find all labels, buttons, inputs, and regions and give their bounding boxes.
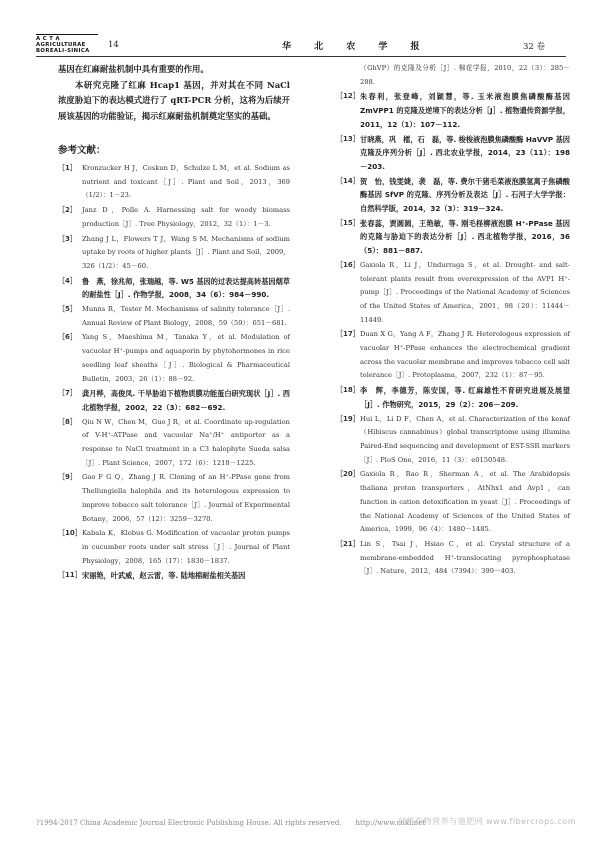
- reference-number: ［9］: [58, 473, 77, 482]
- reference-number: ［13］: [336, 134, 360, 143]
- reference-number: ［4］: [58, 276, 77, 285]
- reference-text: （GhVP）的克隆及分析［J］. 棉花学报，2010，22（3）：285－288.: [360, 64, 570, 86]
- reference-number: ［3］: [58, 234, 77, 243]
- reference-item: [58, 471, 290, 526]
- page-header: [0, 30, 595, 56]
- reference-number: ［10］: [58, 529, 82, 538]
- reference-item: [336, 217, 570, 258]
- reference-item: [336, 468, 570, 537]
- reference-list-left: [58, 162, 290, 583]
- reference-number: ［11］: [58, 571, 82, 580]
- reference-number: ［8］: [58, 417, 77, 426]
- reference-item: [336, 413, 570, 468]
- page-number: 14: [108, 40, 119, 50]
- reference-text: Gao F G Q，Zhang J R. Cloning of an H⁺-PPase gene from Thellungiella halophila and its heterologous expression to improve tobacco salt tolerance［J］. Journal of Experimental Botany，2006，57（12）：3259－3270.: [82, 473, 290, 523]
- reference-list-right: [336, 62, 570, 579]
- reference-text: 张春蕊，贾圆圆，王艳敏，等. 刚毛柽柳液泡膜 H⁺-PPase 基因的克隆与胁迫下的表达分析［J］. 西北植物学报，2016，36（5）：881－887.: [360, 218, 570, 256]
- reference-text: Yang S，Maeshima M，Tanaka Y，et al. Modulation of vacuolar H⁺-pumps and aquaporin by phytohormones in rice seedling leaf sheaths［J］. Biological & Pharmaceutical Bulletin，2003，26（1）：88－92.: [82, 333, 290, 383]
- reference-item: [58, 162, 290, 203]
- logo-line-2: AGRICULTURAE: [36, 42, 86, 49]
- reference-text: 贺 怡，钱雯婕，袭 磊，等. 费尔干猪毛菜液泡膜氢离子焦磷酸酶基因 SfVP 的克隆、序列分析及表达［J］. 石河子大学学报：自然科学版，2014，32（3）：319－324.: [360, 176, 570, 214]
- reference-text: 宋丽艳，叶武威，赵云雷，等. 陆地棉耐盐相关基因: [82, 571, 246, 581]
- reference-text: 李 辉，李德芳，陈安国，等. 红麻雄性不育研究进展及展望［J］. 作物研究，2015，29（2）：206－209.: [360, 386, 570, 409]
- reference-number: ［20］: [336, 470, 360, 479]
- logo-line-3: BOREALI-SINICA: [36, 48, 90, 55]
- reference-item: [58, 569, 290, 583]
- reference-number: ［19］: [336, 414, 360, 423]
- reference-text: Munns R，Tester M. Mechanisms of salinity tolerance［J］. Annual Review of Plant Biology，2008，59（59）：651－681.: [82, 305, 290, 327]
- reference-item: [58, 331, 290, 386]
- reference-item: [336, 259, 570, 328]
- reference-item: [336, 328, 570, 383]
- reference-item: [336, 133, 570, 174]
- reference-text: 甘晓燕，巩 檑，石 磊，等. 梭梭液泡膜焦磷酸酶 HaVVP 基因克隆及序列分析［J］. 西北农业学报，2014，23（11）：198－203.: [360, 134, 570, 171]
- reference-text: Kabala K，Klobus G. Modification of vacuolar proton pumps in cucumber roots under salt stress［J］. Journal of Plant Physiology，2008，165（17）：1830－1837.: [82, 529, 290, 565]
- reference-number: ［6］: [58, 333, 77, 342]
- reference-number: ［7］: [58, 389, 77, 398]
- reference-item: [336, 175, 570, 216]
- reference-number: ［21］: [336, 539, 360, 548]
- left-column: [58, 62, 290, 584]
- reference-number: ［15］: [336, 218, 360, 227]
- reference-text: Duan X G，Yang A F，Zhang J R. Heterologous expression of vacuolar H⁺-PPase enhances the electrochemical gradient across the vacuolar membrane and improves tobacco cell salt tolerance［J］. Protoplasma，2007，232（1）：87－95.: [360, 330, 570, 380]
- logo-line-1: A C T A: [36, 36, 61, 42]
- reference-number: ［5］: [58, 305, 77, 314]
- body-paragraph-1: 基因在红麻耐盐机制中具有重要的作用。: [58, 64, 209, 74]
- reference-item: [336, 62, 570, 89]
- reference-text: Gaxiola R，Li J，Undurraga S，et al. Drought- and salt-tolerant plants result from overexpression of the AVP1 H⁺-pump［J］. Proceedings of the National Academy of Sciences of the United States of America，2001，98（20）：11444－11449.: [360, 260, 570, 324]
- references-heading: 参考文献：: [58, 145, 106, 156]
- reference-number: ［1］: [58, 164, 77, 172]
- reference-item: [58, 527, 290, 568]
- reference-text: Kronzucker H J，Coskun D，Schulze L M，et al. Sodium as nutrient and toxicant［J］. Plant and Soil，2013，369（1/2）：1－23.: [82, 164, 290, 200]
- reference-text: 龚月桦，高俊凤. 干旱胁迫下植物质膜功能蛋白研究现状［J］. 西北植物学报，2002，22（3）：682－692.: [82, 389, 290, 412]
- reference-item: [336, 90, 570, 131]
- reference-text: Lin S，Tsai J，Hsiao C，et al. Crystal structure of a membrane-embedded H⁺-translocating pyrophosphatase［J］. Nature，2012，484（7394）：399－403.: [360, 539, 570, 576]
- reference-item: [58, 387, 290, 414]
- reference-item: [58, 303, 290, 330]
- reference-text: Zhang J L，Flowers T J，Wang S M. Mechanisms of sodium uptake by roots of higher plants［J］. Plant and Soil，2009，326（1/2）：45－60.: [82, 234, 290, 270]
- reference-number: ［18］: [336, 386, 360, 395]
- reference-item: [58, 204, 290, 231]
- reference-item: [58, 416, 290, 471]
- journal-logo: [36, 33, 98, 58]
- reference-text: Qiu N W，Chen M，Guo J R，et al. Coordinate up-regulation of V-H⁺-ATPase and vacuolar Na⁺/H⁺ antiporter as a response to NaCl treatment in a C3 halophyte Sueda salsa［J］. Plant Science，2007，172（6）：1218－1225.: [82, 417, 290, 467]
- reference-text: Hui L，Li D F，Chen A，et al. Characterization of the kenaf（Hibiscus cannabinus）global transcriptome using illumina Paired-End sequencing and development of EST-SSR markers［J］. PloS One，2016，11（3）：e0150548.: [360, 414, 570, 464]
- body-paragraph-2: 本研究克隆了红麻 Hcap1 基因，并对其在不同 NaCl 浓度胁迫下的表达模式进行了 qRT-PCR 分析，这将为后续开展该基因的功能验证，揭示红麻耐盐机制奠定坚实的基础。: [58, 79, 290, 121]
- reference-item: [58, 275, 290, 302]
- right-column: [336, 62, 570, 580]
- journal-title: 华 北 农 学 报: [282, 42, 430, 52]
- reference-text: 朱春利，张登峰，刘颖慧，等. 玉米液泡膜焦磷酸酶基因 ZmVPP1 的克隆及逆境下的表达分析［J］. 植物遗传资源学报，2011，12（1）：107－112.: [360, 92, 570, 129]
- reference-item: [336, 384, 570, 411]
- reference-number: ［16］: [336, 260, 360, 269]
- reference-item: [58, 233, 290, 274]
- logo-rule-top: [36, 34, 98, 35]
- header-rule: [36, 56, 566, 57]
- site-watermark: 纤维作物营养与施肥网 www.fibercrops.com: [398, 817, 576, 826]
- reference-number: ［12］: [336, 92, 360, 101]
- reference-text: Gaxiola R，Rao R，Sherman A，et al. The Arabidopsis thaliana proton transporters，AtNhx1 and Avp1，can function in cation detoxification in yeast［J］. Proceedings of the National Academy of Sciences of the United States of America，1999，96（4）：1480－1485.: [360, 470, 570, 534]
- reference-number: ［2］: [58, 206, 77, 215]
- reference-text: 鲁 燕，徐兆师，张瑞越，等. W5 基因的过表达提高转基因烟草的耐盐性［J］. 作物学报，2008，34（6）：984－990.: [82, 276, 290, 300]
- reference-item: [336, 538, 570, 579]
- reference-number: ［17］: [336, 330, 360, 339]
- page-footer: [36, 818, 576, 832]
- reference-text: Janz D，Polle A. Harnessing salt for woody biomass production［J］. Tree Physiology，2012，32（1）：1－3.: [82, 206, 290, 228]
- volume-label: 32 卷: [523, 42, 546, 52]
- copyright-notice: ?1994-2017 China Academic Journal Electronic Publishing House. All rights reserved. http://www.cnki.net: [36, 819, 426, 827]
- reference-number: ［14］: [336, 176, 360, 185]
